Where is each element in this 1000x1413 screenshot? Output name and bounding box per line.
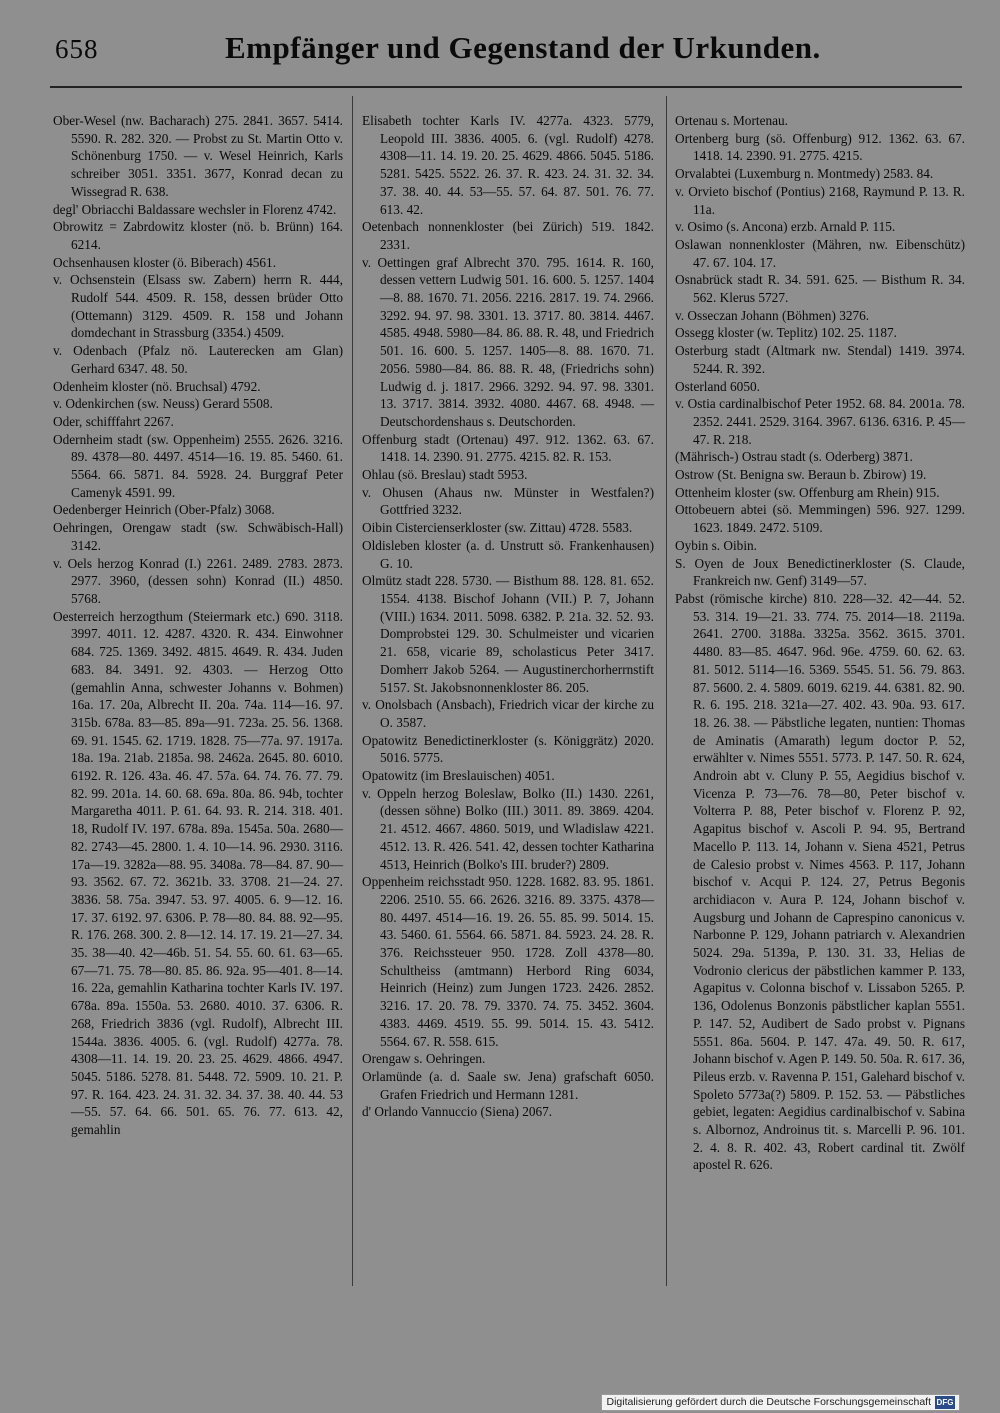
index-entry: Oesterreich herzogthum (Steiermark etc.) 690. 3118. 3997. 4011. 12. 4287. 4320. R. 434. Einwohner 684. 725. 1369. 3492. 4815. 4649. R. 434. Juden 683. 84. 3491. 92. 4303. — Herzog Otto (gemahlin Anna, schwester Johanns v. Bohmen) 16a. 17. 20a, Albrecht II. 20a. 74a. 114—16. 97. 315b. 678a. 83—85. 89a—91. 723a. 25. 56. 1368. 69. 91. 1545. 62. 1719. 1828. 75—77a. 97. 1917a. 18a. 19a. 21ab. 2185a. 98. 2462a. 2645. 80. 6010. 6192. R. 126. 43a. 46. 47. 57a. 64. 74. 76. 77. 79. 82. 99. 201a. 14. 60. 68. 69a. 80a. 86. 94b, tochter Margaretha 4011. P. 61. 64. 93. R. 214. 318. 401. 18, Rudolf IV. 197. 678a. 89a. 1545a. 50a. 2680—82. 2743—45. 2800. 1. 4. 10—14. 96. 2930. 3116. 17a—19. 3282a—88. 95. 3408a. 78—84. 87. 90—93. 3562. 67. 72. 3621b. 33. 3708. 21—24. 27. 3836. 58. 75a. 3947. 53. 97. 4005. 6. 9—12. 16. 17. 37. 6192. 97. 6306. P. 78—80. 84. 88. 92—95. R. 176. 268. 300. 2. 8—12. 14. 17. 19. 21—27. 34. 35. 38—40. 42—46b. 51. 54. 55. 60. 61. 63—65. 67—71. 75. 78—80. 85. 86. 92a. 95—401. 8—14. 16. 22a, gemahlin Katharina tochter Karls IV. 197. 678a. 89a. 1550a. 53. 2680. 4010. 37. 6306. R. 268, Friedrich 3836 (vgl. Rudolf), Albrecht III. 1544a. 3836. 4005. 6. (vgl. Rudolf) 4277a. 78. 4308—11. 14. 19. 20. 23. 25. 4629. 4866. 4947. 5045. 5186. 5278. 81. 5448. 72. 5909. 10. 21. P. 97. R. 164. 423. 24. 31. 32. 34. 37. 38. 40. 44. 53—55. 57. 64. 66. 501. 65. 76. 77. 613. 42, gemahlin — [53, 608, 343, 1138]
index-entry: v. Osimo (s. Ancona) erzb. Arnald P. 115. — [675, 219, 896, 235]
index-entry: Oibin Cistercienserkloster (sw. Zittau) 4728. 5583. — [362, 520, 633, 536]
index-entry: Oder, schifffahrt 2267. — [53, 413, 174, 429]
index-entry: S. Oyen de Joux Benedictinerkloster (S. Claude, Frankreich nw. Genf) 3149—57. — [675, 555, 965, 589]
header-rule — [50, 86, 962, 88]
index-entry: Orengaw s. Oehringen. — [362, 1051, 486, 1067]
index-entry: Oldisleben kloster (a. d. Unstrutt sö. Frankenhausen) G. 10. — [362, 537, 654, 571]
index-entry: Ottenheim kloster (sw. Offenburg am Rhein) 915. — [675, 484, 940, 500]
column-divider — [666, 96, 667, 1286]
index-entry: (Mährisch-) Ostrau stadt (s. Oderberg) 3871. — [675, 449, 913, 465]
index-entry: Oybin s. Oibin. — [675, 537, 758, 553]
index-entry: Ortenau s. Mortenau. — [675, 113, 788, 128]
index-entry: Orlamünde (a. d. Saale sw. Jena) grafschaft 6050. Grafen Friedrich und Hermann 1281. — [362, 1068, 654, 1102]
index-entry: Oedenberger Heinrich (Ober-Pfalz) 3068. — [53, 502, 275, 518]
index-entry: Ossegg kloster (w. Teplitz) 102. 25. 1187. — [675, 325, 898, 341]
funding-text: Digitalisierung gefördert durch die Deutsche Forschungsgemeinschaft — [606, 1396, 931, 1408]
funding-notice — [601, 1394, 960, 1411]
index-entry: Osnabrück stadt R. 34. 591. 625. — Bisthum R. 34. 562. Klerus 5727. — [675, 272, 965, 306]
footer — [601, 1394, 960, 1410]
index-entry: Opatowitz Benedictinerkloster (s. Königgrätz) 2020. 5016. 5775. — [362, 732, 654, 766]
index-entry: Oetenbach nonnenkloster (bei Zürich) 519. 1842. 2331. — [362, 219, 654, 252]
index-entry: v. Ochsenstein (Elsass sw. Zabern) herrn R. 444, Rudolf 544. 4509. R. 158, dessen brüder Otto (Ottemann) 3129. 4509. R. 158 und Johann domdechant in Strassburg (3354.) 4509. — [53, 272, 343, 341]
index-entry: v. Oppeln herzog Boleslaw, Bolko (II.) 1430. 2261, (dessen söhne) Bolko (III.) 3011. 89. 3869. 4204. 21. 4512. 4667. 4860. 5019, und Wladislaw 4221. 4512. 13. R. 426. 541. 42, dessen tochter Katharina 4513, Heinrich (Bolko's III. bruder?) 2809. — [362, 785, 654, 872]
index-entry: Odenheim kloster (nö. Bruchsal) 4792. — [53, 378, 261, 394]
index-column-2 — [362, 112, 654, 1121]
page-number: 658 — [55, 34, 99, 64]
index-entry: Pabst (römische kirche) 810. 228—32. 42—44. 52. 53. 314. 19—21. 33. 774. 75. 2014—18. 2119a. 2641. 2700. 3188a. 3325a. 3562. 3615. 3701. 4480. 83—85. 4647. 96d. 96e. 4759. 60. 62. 63. 81. 5012. 5114—16. 5369. 5545. 51. 56. 79. 863. 87. 5600. 2. 4. 5809. 6019. 6219. 44. 6381. 82. 90. R. 6. 195. 218. 321a—27. 402. 43. 90a. 93. 617. 18. 26. 38. — Päbstliche legaten, nuntien: Thomas de Aminatis (Amarath) legum doctor P. 52, erwählter v. Nimes 5551. 5773. P. 147. 50. R. 624, Androin abt v. Cluny P. 55, Aegidius bischof v. Vicenza P. 73—76. 78—80, Peter bischof v. Volterra P. 88, Peter bischof v. Florenz P. 92, Agapitus bischof v. Ascoli P. 94. 95, Bertrand Macello P. 113. 14, Johann v. Siena 4521, Petrus de Calesio probst v. Nimes 4563. P. 117, Johann bischof v. Acqui P. 124. 27, Petrus Begonis archidiacon v. Aura P. 124, Johann bischof v. Augsburg und Johann de Caprespino canonicus v. Narbonne P. 129, Johann patriarch v. Alexandrien 5024. 29a. 5139a, P. 130. 31. 33, Helias de Vodronio clericus der päbstlichen kammer P. 133, Agapitus v. Colonna bischof v. Lissabon 5265. P. 136, Odolenus Bonzonis päbstlicher kaplan 5551. P. 147. 52, Audibert de Sado probst v. Pignans 5551. 86a. 5604. P. 147. 47a. 49. 50. R. 617, Johann bischof v. Agen P. 149. 50. 50a. R. 617. 36, Pileus erzb. v. Ravenna P. 151, Galehard bischof v. Spoleto 5773a(?) 5809. P. 152. 53. — Päbstliches gebiet, legaten: Aegidius cardinalbischof v. Sabina s. Albornoz, Androinus tit. s. Marcelli P. 96. 101. 2. 4. 8. R. 402. 43, Robert cardinal tit. Zwölf apostel R. 626. — [675, 590, 965, 1173]
index-column-3 — [675, 112, 965, 1174]
index-column-1 — [53, 112, 343, 1139]
index-entry: Ober-Wesel (nw. Bacharach) 275. 2841. 3657. 5414. 5590. R. 282. 320. — Probst zu St. Martin Otto v. Schönenburg 1750. — v. Wesel Heinrich, Karls schreiber 3051. 3351. 3677, Konrad decan zu Wissegrad R. 638. — [53, 113, 343, 199]
index-entry: degl' Obriacchi Baldassare wechsler in Florenz 4742. — [53, 201, 337, 217]
index-entry: v. Orvieto bischof (Pontius) 2168, Raymund P. 13. R. 11a. — [675, 183, 965, 217]
index-entry: Oehringen, Orengaw stadt (sw. Schwäbisch-Hall) 3142. — [53, 520, 343, 553]
index-entry: Odernheim stadt (sw. Oppenheim) 2555. 2626. 3216. 89. 4378—80. 4497. 4514—16. 19. 85. 5460. 61. 5564. 66. 5871. 84. 5928. 24. Burggraf Peter Camenyk 4591. 99. — [53, 431, 343, 500]
index-entry: v. Odenkirchen (sw. Neuss) Gerard 5508. — [53, 396, 273, 412]
index-entry: v. Oettingen graf Albrecht 370. 795. 1614. R. 160, dessen vettern Ludwig 501. 16. 600. 5. 1257. 1404—8. 88. 1670. 71. 2056. 2216. 2817. 19. 74. 2966. 3292. 94. 97. 98. 3301. 13. 3717. 80. 3814. 4467. 4585. 4948. 5980—84. 86. 88. R. 48, und Friedrich 501. 16. 600. 5. 1257. 1405—8. 88. 1670. 71. 2056. 5980—84. 86. 88. R. 48, (Friedrichs sohn) Ludwig d. j. 1817. 2966. 3292. 94. 97. 98. 3301. 13. 3717. 3814. 3932. 4080. 4467. 68. 4948. — Deutschordenshaus s. Deutschorden. — [362, 254, 654, 429]
index-entry: Offenburg stadt (Ortenau) 497. 912. 1362. 63. 67. 1418. 14. 2390. 91. 2775. 4215. 82. R. 153. — [362, 431, 654, 465]
column-divider — [352, 96, 353, 1286]
index-entry: Olmütz stadt 228. 5730. — Bisthum 88. 128. 81. 652. 1554. 4138. Bischof Johann (VII.) P. 7, Johann (VIII.) 1634. 2011. 5098. 6382. P. 21a. 32. 52. 93. Domprobstei 129. 30. Schulmeister und vicarien 21. 658, vicarie 89, scholasticus Peter 3417. Domherr Jakob 5264. — Augustinerchorherrnstift 5157. St. Jakobsnonnenkloster 86. 205. — [362, 573, 654, 695]
index-entry: v. Ostia cardinalbischof Peter 1952. 68. 84. 2001a. 78. 2352. 2441. 2529. 3164. 3967. 6136. 6316. P. 45—47. R. 218. — [675, 396, 965, 447]
index-entry: Ostrow (St. Benigna sw. Beraun b. Zbirow) 19. — [675, 467, 927, 483]
index-entry: Ortenberg burg (sö. Offenburg) 912. 1362. 63. 67. 1418. 14. 2390. 91. 2775. 4215. — [675, 130, 965, 164]
page-header — [55, 30, 960, 80]
index-entry: Orvalabtei (Luxemburg n. Montmedy) 2583. 84. — [675, 166, 934, 182]
index-entry: Ottobeuern abtei (sö. Memmingen) 596. 927. 1299. 1623. 1849. 2472. 5109. — [675, 502, 965, 536]
index-entry: v. Oels herzog Konrad (I.) 2261. 2489. 2783. 2873. 2977. 3960, (dessen sohn) Konrad (II.) 4850. 5768. — [53, 555, 343, 606]
dfg-logo-icon: DFG — [936, 1397, 954, 1407]
index-entry: Ochsenhausen kloster (ö. Biberach) 4561. — [53, 254, 277, 270]
index-entry: Obrowitz = Zabrdowitz kloster (nö. b. Brünn) 164. 6214. — [53, 219, 343, 252]
index-entry: Osterburg stadt (Altmark nw. Stendal) 1419. 3974. 5244. R. 392. — [675, 343, 965, 376]
index-entry: v. Osseczan Johann (Böhmen) 3276. — [675, 307, 870, 323]
index-entry: v. Odenbach (Pfalz nö. Lauterecken am Glan) Gerhard 6347. 48. 50. — [53, 343, 343, 376]
index-entry: Oppenheim reichsstadt 950. 1228. 1682. 83. 95. 1861. 2206. 2510. 55. 66. 2626. 3216. 89. 3375. 4378—80. 4497. 4514—16. 19. 26. 55. 85. 99. 5014. 15. 43. 5460. 61. 5564. 66. 5871. 84. 5923. 24. 28. R. 376. Reichssteuer 950. 1728. Zoll 4378—80. Schultheiss (amtmann) Herbord Ring 6034, Heinrich (Heinz) zum Jungen 1723. 2426. 2852. 3216. 17. 20. 78. 79. 3370. 74. 75. 3452. 3604. 4383. 4469. 4519. 55. 99. 5014. 15. 43. 5412. 5564. 67. R. 558. 615. — [362, 874, 654, 1049]
index-entry: Osterland 6050. — [675, 378, 760, 394]
index-entry: Opatowitz (im Breslauischen) 4051. — [362, 768, 555, 784]
index-entry: v. Onolsbach (Ansbach), Friedrich vicar der kirche zu O. 3587. — [362, 697, 654, 730]
page-title: Empfänger und Gegenstand der Urkunden. — [225, 30, 821, 65]
index-entry: Elisabeth tochter Karls IV. 4277a. 4323. 5779, Leopold III. 3836. 4005. 6. (vgl. Rudolf) 4278. 4308—11. 14. 19. 20. 25. 4629. 4866. 5045. 5186. 5281. 5425. 5522. 26. 37. R. 423. 24. 31. 32. 34. 37. 38. 40. 44. 53—55. 57. 64. 87. 501. 76. 77. 613. 42. — [362, 113, 654, 217]
index-entry: Ohlau (sö. Breslau) stadt 5953. — [362, 467, 528, 483]
index-entry: v. Ohusen (Ahaus nw. Münster in Westfalen?) Gottfried 3232. — [362, 484, 654, 518]
index-entry: d' Orlando Vannuccio (Siena) 2067. — [362, 1104, 553, 1120]
index-entry: Oslawan nonnenkloster (Mähren, nw. Eibenschütz) 47. 67. 104. 17. — [675, 236, 965, 270]
